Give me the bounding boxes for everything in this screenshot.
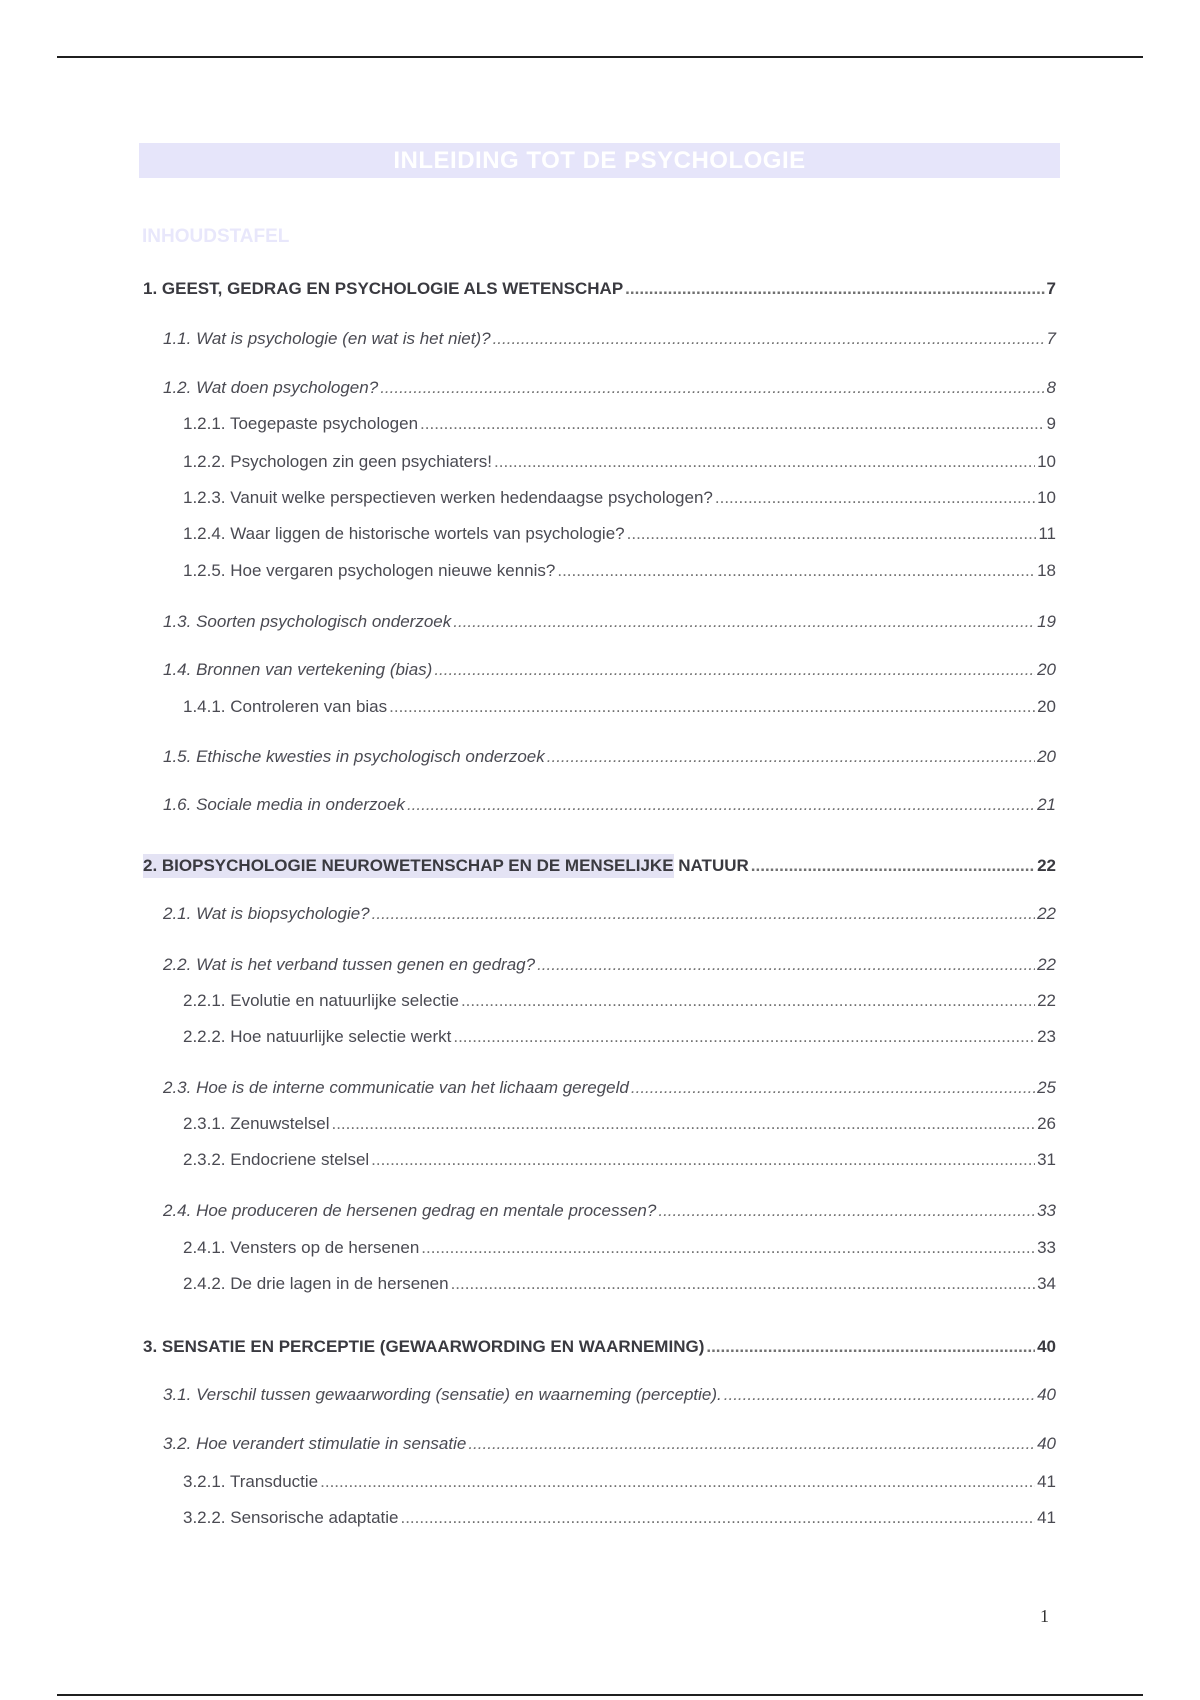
toc-entry-chapter-3[interactable]: [143, 1337, 1056, 1361]
toc-entry-text: 2.1. Wat is biopsychologie?: [163, 904, 370, 923]
toc-leader: [407, 795, 1035, 815]
toc-entry-text: 1.4.1. Controleren van bias: [183, 697, 388, 716]
toc-leader: [451, 1274, 1036, 1294]
toc-page-number: 33: [1037, 1201, 1056, 1220]
toc-page-number: 26: [1037, 1114, 1056, 1133]
toc-leader: [631, 1078, 1035, 1098]
footer-rule: [57, 1694, 1143, 1696]
toc-page-number: 33: [1037, 1238, 1056, 1257]
toc-entry-text: 2.3.1. Zenuwstelsel: [183, 1114, 330, 1133]
toc-page-number: 11: [1038, 524, 1056, 543]
toc-entry-text: 2.3.2. Endocriene stelsel: [183, 1150, 370, 1169]
toc-page-number: 41: [1037, 1508, 1056, 1527]
toc-leader: [468, 1434, 1035, 1454]
highlighted-text: 2. BIOPSYCHOLOGIE NEUROWETENSCHAP EN DE MENSELIJKE: [143, 854, 674, 878]
toc-entry-text: 2.4. Hoe produceren de hersenen gedrag en mentale processen?: [163, 1201, 657, 1220]
toc-page-number: 40: [1037, 1434, 1056, 1453]
toc-entry-text: 1.3. Soorten psychologisch onderzoek: [163, 612, 452, 631]
toc-leader: [557, 561, 1035, 581]
toc-page-number: 22: [1037, 904, 1056, 923]
toc-entry-2-3-2[interactable]: [183, 1150, 1056, 1174]
toc-entry-text: 3.1. Verschil tussen gewaarwording (sensatie) en waarneming (perceptie).: [163, 1385, 722, 1404]
toc-entry-1-6[interactable]: [163, 795, 1056, 819]
toc-leader: [453, 612, 1035, 632]
toc-entry-1-2[interactable]: [163, 378, 1056, 402]
toc-entry-text: 3.2. Hoe verandert stimulatie in sensatie: [163, 1434, 467, 1453]
toc-page-number: 31: [1037, 1150, 1056, 1169]
toc-leader: [724, 1385, 1035, 1405]
toc-entry-text: 1.4. Bronnen van vertekening (bias): [163, 660, 433, 679]
toc-page-number: 18: [1037, 561, 1056, 580]
toc-entry-text: 1.5. Ethische kwesties in psychologisch onderzoek: [163, 747, 545, 766]
toc-entry-3-2-1[interactable]: [183, 1472, 1056, 1496]
toc-entry-1-3[interactable]: [163, 612, 1056, 636]
toc-entry-2-2-2[interactable]: [183, 1027, 1056, 1051]
toc-leader: [421, 1238, 1035, 1258]
page-number: 1: [1040, 1606, 1049, 1626]
toc-entry-text: 2.2.2. Hoe natuurlijke selectie werkt: [183, 1027, 452, 1046]
toc-entry-text: 1.6. Sociale media in onderzoek: [163, 795, 405, 814]
toc-leader: [547, 747, 1035, 767]
toc-page-number: 8: [1046, 378, 1056, 397]
toc-entry-text: 3.2.1. Transductie: [183, 1472, 319, 1491]
toc-entry-text: 2.4.2. De drie lagen in de hersenen: [183, 1274, 449, 1293]
toc-entry-text: 2.2.1. Evolutie en natuurlijke selectie: [183, 991, 459, 1010]
header-rule: [57, 56, 1143, 58]
toc-page-number: 40: [1037, 1385, 1056, 1404]
toc-entry-text: 3.2.2. Sensorische adaptatie: [183, 1508, 399, 1527]
toc-entry-1-1[interactable]: [163, 329, 1056, 353]
toc-entry-text: 1.2. Wat doen psychologen?: [163, 378, 379, 397]
toc-page-number: 10: [1037, 488, 1056, 507]
toc-leader: [389, 697, 1035, 717]
toc-entry-3-2[interactable]: [163, 1434, 1056, 1458]
toc-page-number: 9: [1046, 414, 1056, 433]
toc-leader: [493, 329, 1045, 349]
toc-leader: [380, 378, 1044, 398]
toc-page-number: 10: [1037, 452, 1056, 471]
toc-leader: [627, 524, 1037, 544]
toc-leader: [331, 1114, 1035, 1134]
document-title: INLEIDING TOT DE PSYCHOLOGIE: [393, 146, 806, 174]
toc-entry-2-4-2[interactable]: [183, 1274, 1056, 1298]
toc-entry-1-2-3[interactable]: [183, 488, 1056, 512]
toc-leader: [658, 1201, 1035, 1221]
toc-leader: [420, 414, 1044, 434]
toc-entry-1-5[interactable]: [163, 747, 1056, 771]
toc-entry-2-2[interactable]: [163, 955, 1056, 979]
toc-leader: [371, 1150, 1035, 1170]
toc-entry-text: 1.2.4. Waar liggen de historische wortels van psychologie?: [183, 524, 625, 543]
toc-page-number: 34: [1037, 1274, 1056, 1293]
toc-entry-text: 1.2.2. Psychologen zin geen psychiaters!: [183, 452, 493, 471]
toc-entry-1-4[interactable]: [163, 660, 1056, 684]
toc-entry-1-2-4[interactable]: [183, 524, 1056, 548]
toc-leader: [494, 452, 1035, 472]
toc-entry-1-2-1[interactable]: [183, 414, 1056, 438]
toc-entry-text: 3. SENSATIE EN PERCEPTIE (GEWAARWORDING EN WAARNEMING): [143, 1337, 705, 1356]
toc-entry-1-2-2[interactable]: [183, 452, 1056, 476]
toc-entry-3-1[interactable]: [163, 1385, 1056, 1409]
toc-page-number: 20: [1037, 697, 1056, 716]
toc-entry-text: 1. GEEST, GEDRAG EN PSYCHOLOGIE ALS WETENSCHAP: [143, 279, 624, 298]
toc-entry-2-4[interactable]: [163, 1201, 1056, 1225]
toc-entry-text: 1.1. Wat is psychologie (en wat is het niet)?: [163, 329, 491, 348]
toc-leader: [706, 1337, 1035, 1357]
toc-entry-2-3[interactable]: [163, 1078, 1056, 1102]
toc-entry-2-4-1[interactable]: [183, 1238, 1056, 1262]
toc-page-number: 7: [1046, 279, 1056, 298]
document-title-bar: [139, 143, 1060, 178]
toc-leader: [461, 991, 1035, 1011]
toc-entry-text: 2.4.1. Vensters op de hersenen: [183, 1238, 420, 1257]
toc-leader: [625, 279, 1044, 299]
toc-page-number: 19: [1037, 612, 1056, 631]
toc-heading: INHOUDSTAFEL: [142, 226, 290, 247]
toc-page-number: 20: [1037, 660, 1056, 679]
toc-entry-2-1[interactable]: [163, 904, 1056, 928]
toc-page-number: 25: [1037, 1078, 1056, 1097]
toc-leader: [715, 488, 1035, 508]
toc-page-number: 20: [1037, 747, 1056, 766]
toc-page-number: 22: [1037, 955, 1056, 974]
toc-entry-text: 1.2.3. Vanuit welke perspectieven werken hedendaagse psychologen?: [183, 488, 713, 507]
toc-leader: [537, 955, 1035, 975]
toc-entry-chapter-2[interactable]: [143, 856, 1056, 880]
toc-leader: [320, 1472, 1035, 1492]
toc-page-number: 41: [1037, 1472, 1056, 1491]
toc-entry-2-2-1[interactable]: [183, 991, 1056, 1015]
toc-entry-chapter-1[interactable]: [143, 279, 1056, 303]
toc-page-number: 22: [1037, 991, 1056, 1010]
toc-leader: [400, 1508, 1035, 1528]
toc-entry-2-3-1[interactable]: [183, 1114, 1056, 1138]
toc-entry-text: 2.2. Wat is het verband tussen genen en gedrag?: [163, 955, 536, 974]
toc-entry-3-2-2[interactable]: [183, 1508, 1056, 1532]
toc-page-number: 7: [1046, 329, 1056, 348]
toc-entry-text: 1.2.5. Hoe vergaren psychologen nieuwe kennis?: [183, 561, 556, 580]
toc-entry-1-2-5[interactable]: [183, 561, 1056, 585]
toc-leader: [434, 660, 1035, 680]
toc-entry-text-rest: NATUUR: [673, 856, 749, 875]
toc-leader: [751, 856, 1035, 876]
toc-page-number: 21: [1037, 795, 1056, 814]
toc-entry-1-4-1[interactable]: [183, 697, 1056, 721]
toc-page-number: 40: [1037, 1337, 1056, 1356]
toc-entry-text: [143, 856, 749, 876]
toc-page-number: 22: [1037, 856, 1056, 875]
toc-entry-text: 1.2.1. Toegepaste psychologen: [183, 414, 419, 433]
toc-page-number: 23: [1037, 1027, 1056, 1046]
toc-leader: [453, 1027, 1035, 1047]
toc-entry-text: 2.3. Hoe is de interne communicatie van het lichaam geregeld: [163, 1078, 629, 1097]
toc-leader: [372, 904, 1035, 924]
